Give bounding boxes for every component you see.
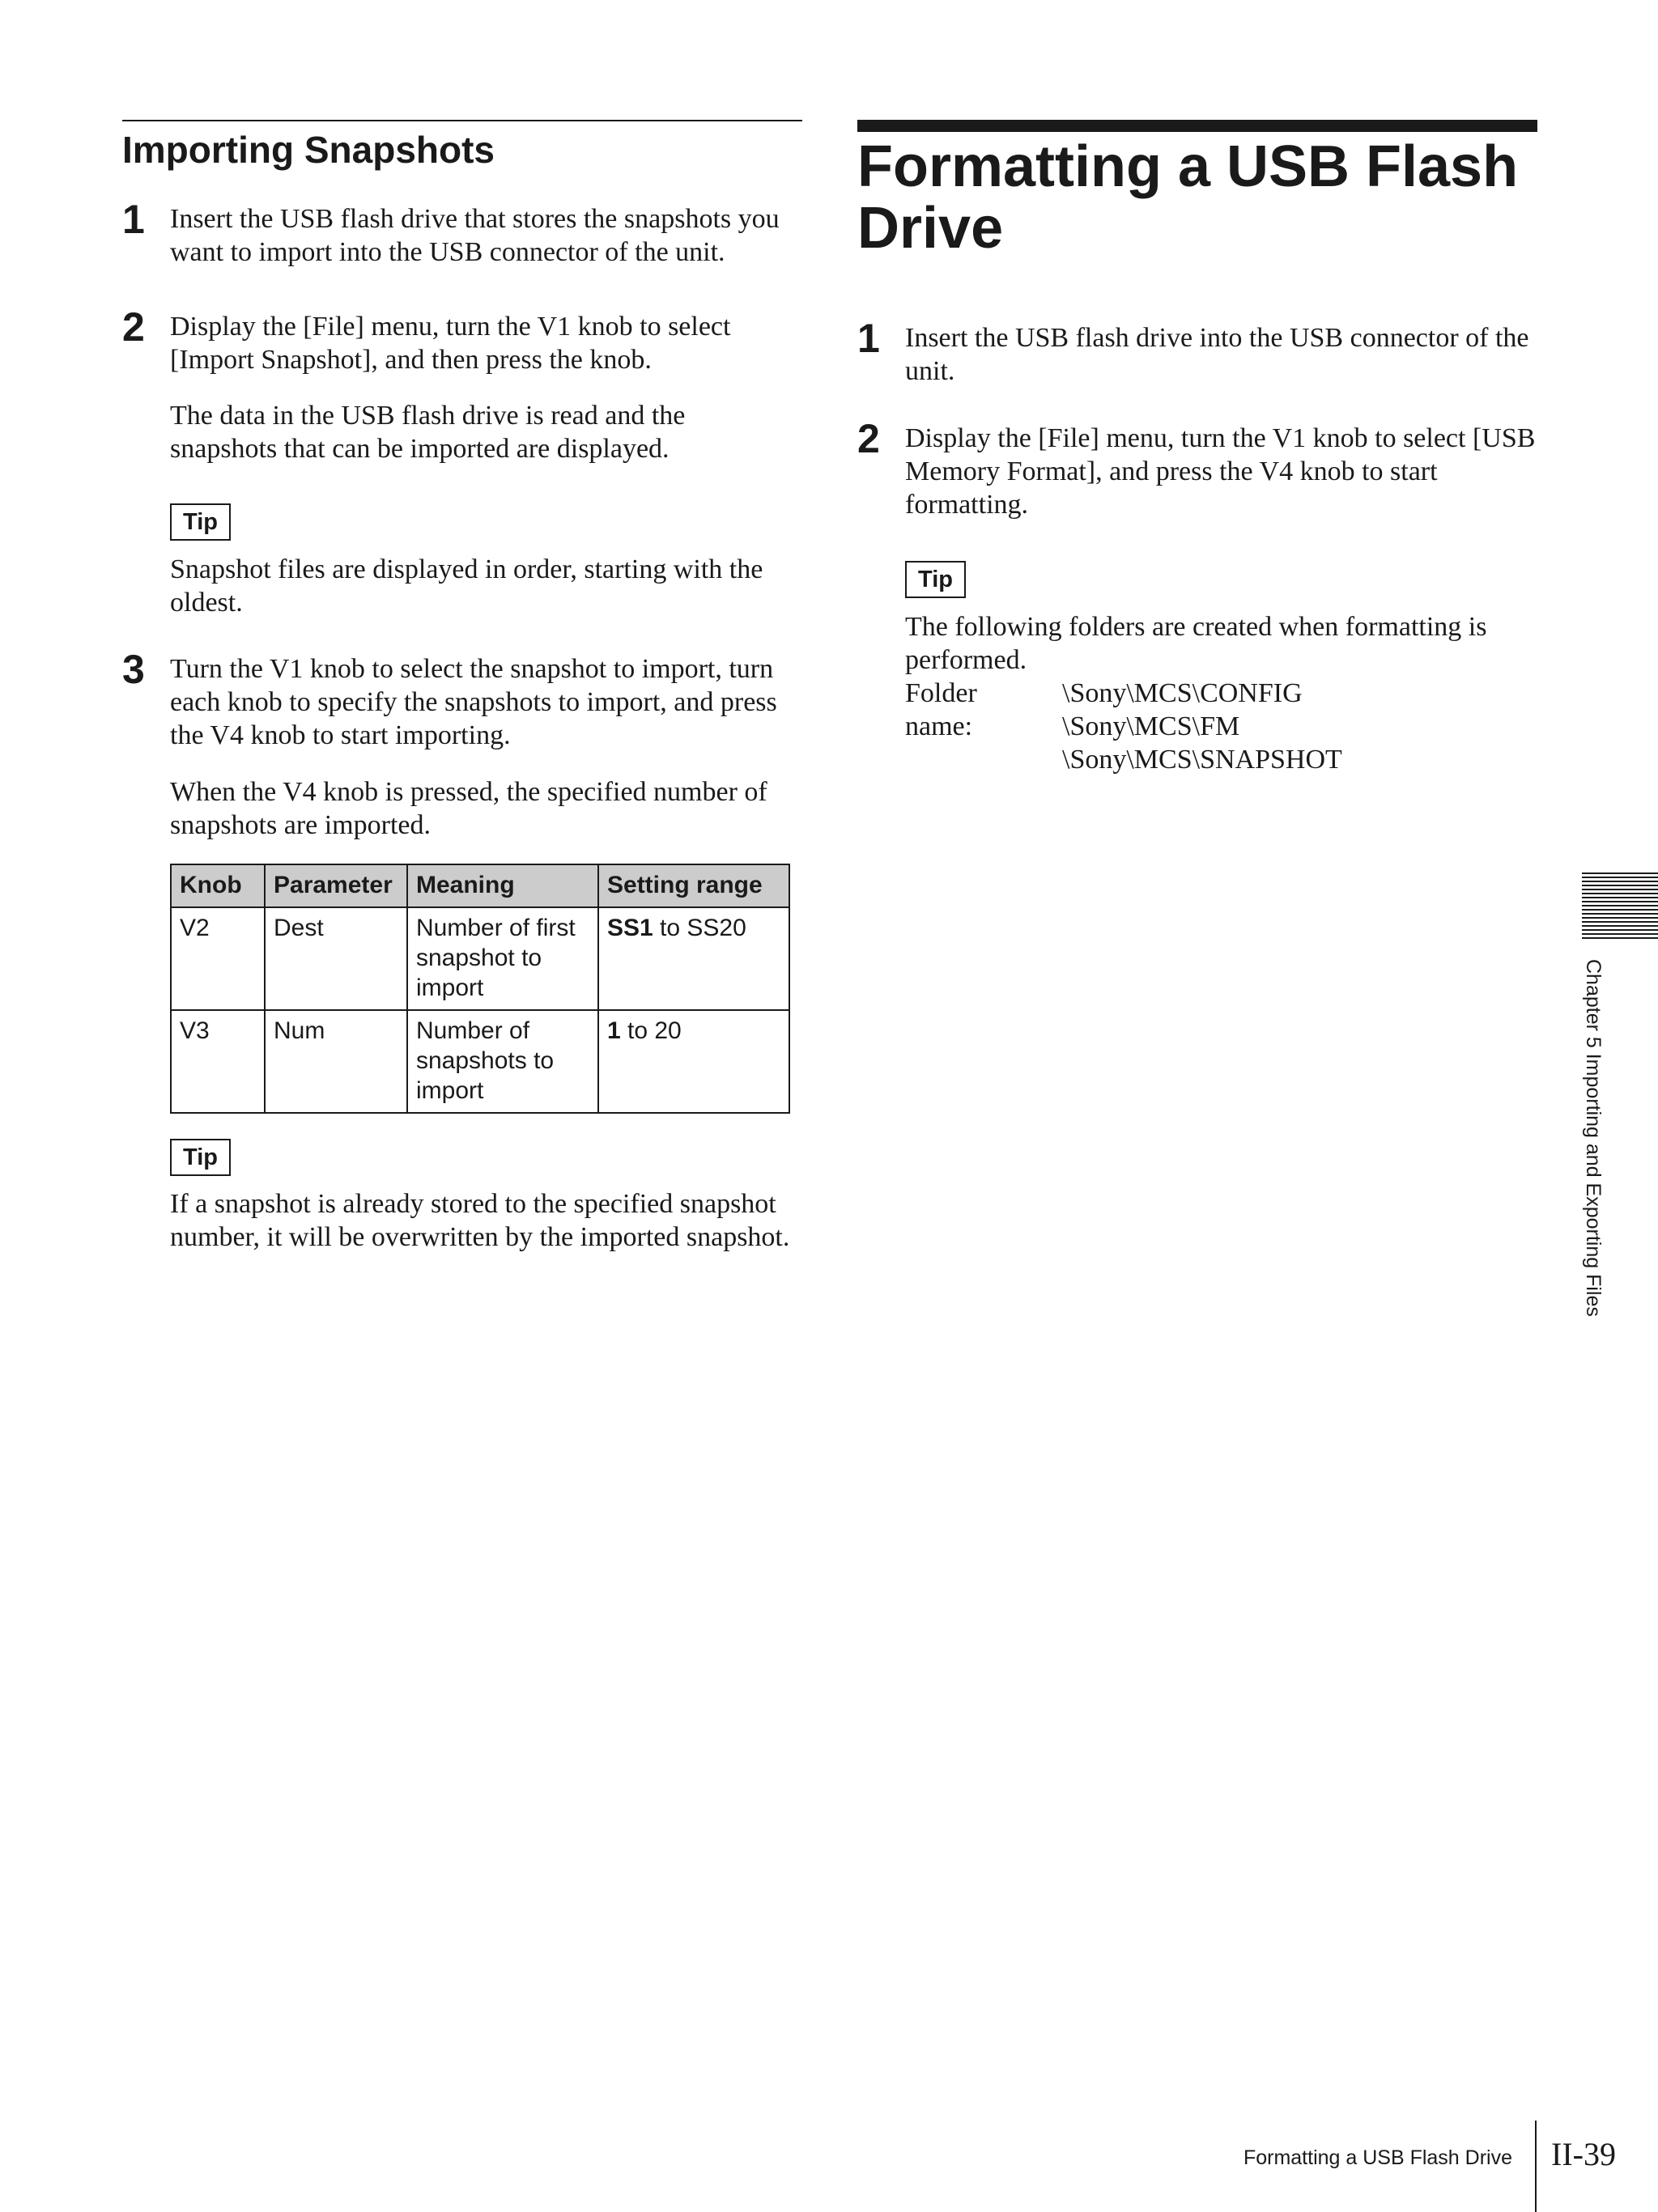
column-header: Knob [171, 864, 265, 907]
footer-section-title: Formatting a USB Flash Drive [1243, 2146, 1512, 2169]
import-step-3-result: When the V4 knob is pressed, the specified number of snapshots are imported. [170, 777, 767, 840]
range-cell [598, 1010, 789, 1113]
table-row [171, 907, 789, 1010]
parameter-table [170, 864, 790, 1114]
step-number: 2 [857, 416, 880, 461]
section-rule [122, 120, 802, 121]
step-number: 1 [122, 197, 145, 242]
page-title: Formatting a USB Flash Drive [857, 134, 1519, 261]
tip-text: If a snapshot is already stored to the specified snapshot number, it will be overwritten by the imported snapshot. [170, 1189, 790, 1252]
meaning-cell: Number of first snapshot to import [407, 907, 598, 1010]
step-number: 1 [857, 316, 880, 361]
range-cell [598, 907, 789, 1010]
column-header: Setting range [598, 864, 789, 907]
import-step-2-result: The data in the USB flash drive is read and the snapshots that can be imported are displayed. [170, 401, 686, 464]
range-rest: to SS20 [653, 915, 746, 941]
folder-path: \Sony\MCS\CONFIG [1062, 678, 1303, 708]
parameter-cell: Dest [265, 907, 407, 1010]
chapter-tab-marker [1582, 872, 1658, 944]
importing-section [122, 120, 802, 172]
footer-divider [1535, 2121, 1537, 2212]
range-default: SS1 [607, 915, 653, 941]
step-number: 2 [122, 304, 145, 350]
knob-cell: V3 [171, 1010, 265, 1113]
table-row [171, 1010, 789, 1113]
range-default: 1 [607, 1017, 621, 1044]
column-header: Meaning [407, 864, 598, 907]
step-text: Insert the USB flash drive that stores the snapshots you want to import into the USB connector of the unit. [170, 204, 780, 267]
chapter-title-rule [857, 120, 1537, 132]
chapter-caption: Chapter 5 Importing and Exporting Files [1582, 959, 1605, 1317]
table-header-row [171, 864, 789, 907]
column-header: Parameter [265, 864, 407, 907]
meaning-cell: Number of snapshots to import [407, 1010, 598, 1113]
tip-text: The following folders are created when formatting is performed. [905, 612, 1487, 675]
folder-label: Folder name: [905, 678, 977, 741]
step-text: Insert the USB flash drive into the USB connector of the unit. [905, 323, 1529, 386]
step-text: Display the [File] menu, turn the V1 knob to select [USB Memory Format], and press the V4 knob to start formatting. [905, 423, 1536, 520]
tip-label: Tip [905, 561, 966, 598]
parameter-cell: Num [265, 1010, 407, 1113]
step-number: 3 [122, 647, 145, 692]
tip-text: Snapshot files are displayed in order, starting with the oldest. [170, 554, 763, 618]
step-text: Display the [File] menu, turn the V1 knob to select [Import Snapshot], and then press the knob. [170, 312, 731, 375]
tip-label: Tip [170, 503, 231, 541]
section-title: Importing Snapshots [122, 129, 495, 171]
page-number: II-39 [1551, 2136, 1616, 2172]
folder-path: \Sony\MCS\SNAPSHOT [1062, 745, 1342, 775]
folder-path: \Sony\MCS\FM [1062, 711, 1240, 741]
knob-cell: V2 [171, 907, 265, 1010]
step-text: Turn the V1 knob to select the snapshot to import, turn each knob to specify the snapshots to import, and press the V4 knob to start importing. [170, 654, 777, 750]
range-rest: to 20 [620, 1017, 682, 1044]
tip-label: Tip [170, 1139, 231, 1176]
